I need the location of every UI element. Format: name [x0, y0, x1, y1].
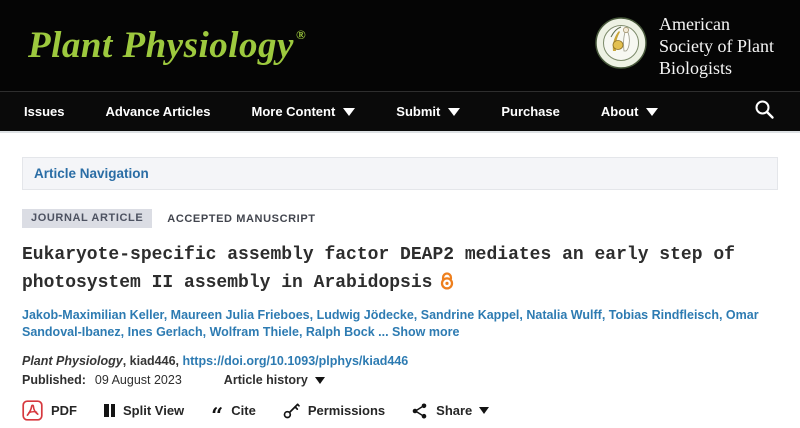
permissions-button[interactable]	[283, 402, 385, 419]
chevron-down-icon	[646, 108, 658, 116]
author-list	[22, 307, 778, 340]
nav-item-purchase[interactable]	[501, 104, 560, 119]
author-link[interactable]: Tobias Rindfleisch,	[608, 308, 726, 322]
chevron-down-icon	[343, 108, 355, 116]
society-name-line3: Biologists	[659, 57, 733, 78]
accepted-manuscript-label: ACCEPTED MANUSCRIPT	[167, 212, 316, 225]
magnifier-icon	[752, 97, 776, 126]
cite-label: Cite	[231, 403, 256, 418]
journal-article-badge: JOURNAL ARTICLE	[22, 209, 152, 228]
nav-item-about[interactable]	[601, 104, 659, 119]
badge-row	[22, 209, 778, 228]
key-icon	[283, 402, 300, 419]
society-name	[659, 13, 774, 79]
share-button[interactable]	[412, 403, 489, 419]
society-name-line1: American	[659, 13, 730, 34]
society-branding	[595, 13, 774, 79]
author-link[interactable]: Ludwig Jödecke,	[316, 308, 421, 322]
split-view-button[interactable]	[104, 403, 184, 418]
author-link[interactable]: Wolfram Thiele,	[209, 324, 306, 339]
cite-button[interactable]	[211, 402, 256, 428]
site-navbar	[0, 92, 800, 133]
article-toolbar	[22, 400, 778, 428]
chevron-down-icon	[479, 407, 489, 414]
split-view-icon	[104, 404, 115, 417]
nav-item-submit[interactable]	[396, 104, 460, 119]
split-view-label: Split View	[123, 403, 185, 418]
journal-logo[interactable]	[28, 24, 306, 67]
published-label: Published:	[22, 373, 86, 387]
article-history-toggle[interactable]	[224, 373, 325, 387]
nav-item-more-content[interactable]	[252, 104, 356, 119]
citation-separator-2: ,	[175, 354, 183, 368]
citation-journal[interactable]: Plant Physiology	[22, 354, 123, 368]
journal-masthead	[0, 0, 800, 92]
nav-items	[24, 104, 752, 119]
pdf-button[interactable]	[22, 400, 77, 421]
nav-item-label: Submit	[396, 104, 441, 119]
chevron-down-icon	[448, 108, 460, 116]
citation-line	[22, 354, 778, 368]
nav-item-label: Issues	[24, 104, 65, 119]
chevron-down-icon	[315, 377, 325, 384]
author-link[interactable]: Sandrine Kappel,	[420, 308, 527, 322]
authors-ellipsis: ...	[374, 324, 393, 339]
author-link[interactable]: Ralph Bock	[305, 324, 375, 339]
permissions-label: Permissions	[307, 403, 386, 418]
aspb-seal-icon	[595, 17, 647, 74]
open-access-lock-icon[interactable]	[439, 276, 455, 296]
nav-item-label: More Content	[251, 104, 336, 119]
author-link[interactable]: Ines Gerlach,	[127, 324, 210, 339]
nav-item-issues[interactable]	[24, 104, 64, 119]
share-label: Share	[436, 403, 473, 418]
nav-item-label: About	[600, 104, 639, 119]
article-navigation-label: Article Navigation	[34, 166, 149, 181]
show-more-link[interactable]: Show more	[392, 324, 460, 339]
published-date: 09 August 2023	[94, 373, 182, 387]
nav-item-label: Advance Articles	[105, 104, 211, 119]
nav-item-advance-articles[interactable]	[105, 104, 210, 119]
nav-item-label: Purchase	[501, 104, 560, 119]
article-navigation-bar[interactable]	[22, 157, 778, 190]
registered-trademark: ®	[295, 27, 307, 42]
pdf-label: PDF	[51, 403, 77, 418]
author-link[interactable]: Maureen Julia Frieboes,	[170, 308, 317, 322]
author-link[interactable]: Jakob-Maximilian Keller,	[22, 308, 171, 322]
author-link[interactable]: Omar Sandoval-Ibanez,	[22, 308, 759, 339]
article-title	[22, 241, 778, 300]
citation-separator-1: ,	[122, 354, 130, 368]
doi-link[interactable]: https://doi.org/10.1093/plphys/kiad446	[182, 354, 409, 368]
article-title-text: Eukaryote-specific assembly factor DEAP2 mediates an early step of photosystem II assembly in Arabidopsis	[22, 245, 735, 293]
search-button[interactable]	[752, 97, 776, 126]
quote-icon: “	[211, 402, 224, 428]
journal-logo-text: Plant Physiology	[28, 25, 294, 66]
citation-article-id: kiad446	[129, 354, 176, 368]
pdf-icon	[22, 400, 43, 421]
share-icon	[412, 403, 428, 419]
author-link[interactable]: Natalia Wulff,	[526, 308, 609, 322]
published-row	[22, 373, 778, 387]
article-header-region	[0, 157, 800, 428]
article-history-label: Article history	[223, 373, 308, 387]
society-name-line2: Society of Plant	[659, 35, 774, 56]
